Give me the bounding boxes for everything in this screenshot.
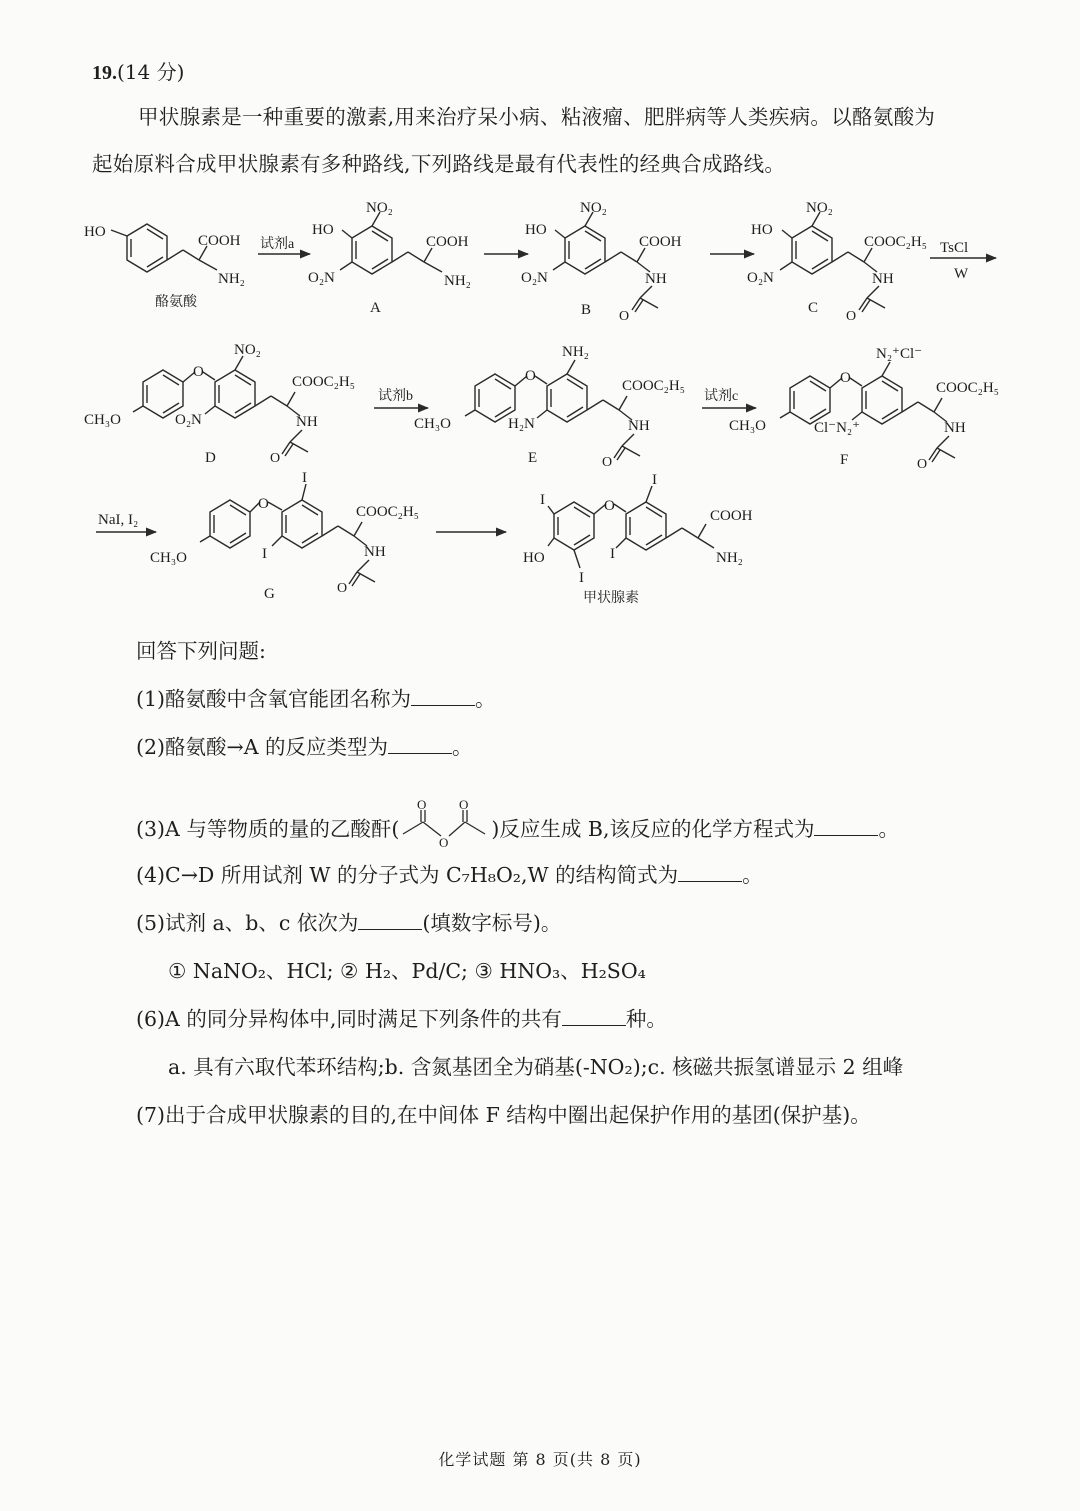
reagent-b: 试剂b: [378, 389, 413, 404]
compound-a-structure: [308, 200, 471, 316]
compound-g-structure: [150, 470, 419, 602]
c-no2: NO₂: [806, 200, 833, 216]
e-ch3o: CH₃O: [414, 416, 451, 432]
e-label: E: [528, 450, 538, 466]
d-o: O: [270, 451, 281, 466]
c-cooc2h5: COOC₂H₅: [864, 234, 927, 250]
compound-c-structure: [747, 200, 927, 324]
synthesis-scheme: [0, 190, 1080, 620]
e-cooc2h5: COOC₂H₅: [622, 378, 685, 394]
thyroxine-ether-o: O: [604, 498, 615, 514]
g-iodine-top: I: [302, 470, 307, 486]
d-ether-o: O: [193, 364, 204, 380]
question-number: 19.: [92, 62, 117, 84]
question-2-end: 。: [452, 735, 473, 759]
reagent-a: 试剂a: [260, 237, 295, 252]
b-o: O: [619, 309, 630, 324]
intro-paragraph: [92, 94, 1022, 188]
g-cooc2h5: COOC₂H₅: [356, 504, 419, 520]
f-ch3o: CH₃O: [729, 418, 766, 434]
c-nh: NH: [872, 271, 894, 287]
thyroxine-cooh: COOH: [710, 508, 753, 524]
reagent-c: 试剂c: [704, 389, 739, 404]
b-label: B: [581, 302, 592, 318]
anhydride-o-bridge: O: [439, 835, 449, 850]
thyroxine-iodine-top: I: [652, 472, 657, 488]
answer-blank-2[interactable]: [388, 735, 452, 754]
question-1-text: (1)酪氨酸中含氧官能团名称为: [136, 687, 412, 711]
f-cln2: Cl⁻N₂⁺: [814, 420, 861, 436]
question-2-text: (2)酪氨酸→A 的反应类型为: [136, 735, 389, 759]
e-h2n: H₂N: [508, 416, 535, 432]
answer-blank-1[interactable]: [411, 687, 475, 706]
page-footer: 化学试题 第 8 页(共 8 页): [438, 1450, 642, 1469]
g-label: G: [264, 586, 275, 602]
d-label: D: [205, 450, 216, 466]
intro-line-2: 起始原料合成甲状腺素有多种路线,下列路线是最有代表性的经典合成路线。: [92, 152, 786, 176]
question-3-end: 。: [878, 817, 899, 841]
f-label: F: [840, 452, 849, 468]
c-o: O: [846, 309, 857, 324]
g-o: O: [337, 581, 348, 596]
question-5-text: (5)试剂 a、b、c 依次为: [136, 911, 359, 935]
question-4-text: (4)C→D 所用试剂 W 的分子式为 C₇H₈O₂,W 的结构简式为: [136, 863, 679, 887]
question-header: [92, 56, 184, 85]
thyroxine-nh2: NH₂: [716, 550, 743, 566]
question-5-hint: (填数字标号)。: [422, 911, 562, 935]
a-nh2: NH₂: [444, 273, 471, 289]
compound-f-structure: [729, 346, 999, 472]
a-cooh: COOH: [426, 234, 469, 250]
thyroxine-structure: [523, 472, 753, 606]
question-6-conditions: a. 具有六取代苯环结构;b. 含氮基团全为硝基(-NO₂);c. 核磁共振氢谱显示 2 组峰: [168, 1055, 904, 1079]
e-o: O: [602, 455, 613, 470]
a-label: A: [370, 300, 381, 316]
compound-b-structure: [521, 200, 682, 324]
question-4-end: 。: [742, 863, 763, 887]
g-nh: NH: [364, 544, 386, 560]
b-cooh: COOH: [639, 234, 682, 250]
thyroxine-ho: HO: [523, 550, 545, 566]
tyrosine-cooh: COOH: [198, 233, 241, 249]
question-3: [136, 800, 899, 850]
compound-e-structure: [414, 344, 685, 470]
question-7: (7)出于合成甲状腺素的目的,在中间体 F 结构中圈出起保护作用的基团(保护基)。: [136, 1103, 871, 1127]
reagent-tscl: TsCl: [940, 240, 969, 256]
question-6-text-a: (6)A 的同分异构体中,同时满足下列条件的共有: [136, 1007, 562, 1031]
thyroxine-label: 甲状腺素: [583, 591, 639, 606]
anhydride-o-left: O: [417, 800, 427, 812]
intro-line-1: 甲状腺素是一种重要的激素,用来治疗呆小病、粘液瘤、肥胖病等人类疾病。以酪氨酸为: [138, 105, 936, 129]
b-no2: NO₂: [580, 200, 607, 216]
g-ether-o: O: [258, 496, 269, 512]
reagent-nai: NaI, I₂: [98, 512, 139, 528]
question-6: [136, 1002, 667, 1032]
e-nh: NH: [628, 418, 650, 434]
tyrosine-structure: [84, 224, 245, 310]
question-5: [136, 906, 561, 936]
a-ho: HO: [312, 222, 334, 238]
answers-intro: 回答下列问题:: [136, 639, 266, 663]
answer-blank-3[interactable]: [814, 817, 878, 836]
question-1-end: 。: [475, 687, 496, 711]
tyrosine-label: 酪氨酸: [155, 295, 197, 310]
question-1: [136, 682, 496, 712]
b-nh: NH: [645, 271, 667, 287]
c-ho: HO: [751, 222, 773, 238]
answer-blank-6[interactable]: [562, 1007, 626, 1026]
question-4: [136, 858, 763, 888]
g-ch3o: CH₃O: [150, 550, 187, 566]
a-o2n: O₂N: [308, 270, 335, 286]
d-cooc2h5: COOC₂H₅: [292, 374, 355, 390]
a-no2: NO₂: [366, 200, 393, 216]
reagent-w: W: [954, 266, 969, 282]
f-n2cl: N₂⁺Cl⁻: [876, 346, 923, 362]
d-o2n: O₂N: [175, 412, 202, 428]
acetic-anhydride-structure: [399, 800, 491, 850]
tyrosine-ho: HO: [84, 224, 106, 240]
tyrosine-nh2: NH₂: [218, 271, 245, 287]
thyroxine-iodine-right: I: [610, 546, 615, 562]
g-iodine-bottom: I: [262, 546, 267, 562]
d-nh: NH: [296, 414, 318, 430]
f-nh: NH: [944, 420, 966, 436]
c-o2n: O₂N: [747, 270, 774, 286]
thyroxine-iodine-left: I: [540, 492, 545, 508]
answer-blank-5[interactable]: [358, 911, 422, 930]
e-ether-o: O: [525, 368, 536, 384]
d-no2: NO₂: [234, 342, 261, 358]
question-points: (14 分): [117, 60, 185, 84]
c-label: C: [808, 300, 819, 316]
d-ch3o: CH₃O: [84, 412, 121, 428]
compound-d-structure: [84, 342, 355, 466]
b-ho: HO: [525, 222, 547, 238]
question-5-options: ① NaNO₂、HCl; ② H₂、Pd/C; ③ HNO₃、H₂SO₄: [168, 959, 646, 983]
question-3-text-b: )反应生成 B,该反应的化学方程式为: [491, 817, 815, 841]
f-o: O: [917, 457, 928, 472]
thyroxine-iodine-bottom: I: [579, 570, 584, 586]
answer-blank-4[interactable]: [678, 863, 742, 882]
question-6-text-b: 种。: [625, 1007, 667, 1031]
question-3-text-a: (3)A 与等物质的量的乙酸酐(: [136, 817, 400, 841]
b-o2n: O₂N: [521, 270, 548, 286]
anhydride-o-right: O: [459, 800, 469, 812]
f-cooc2h5: COOC₂H₅: [936, 380, 999, 396]
f-ether-o: O: [840, 370, 851, 386]
question-2: [136, 730, 473, 760]
e-nh2: NH₂: [562, 344, 589, 360]
